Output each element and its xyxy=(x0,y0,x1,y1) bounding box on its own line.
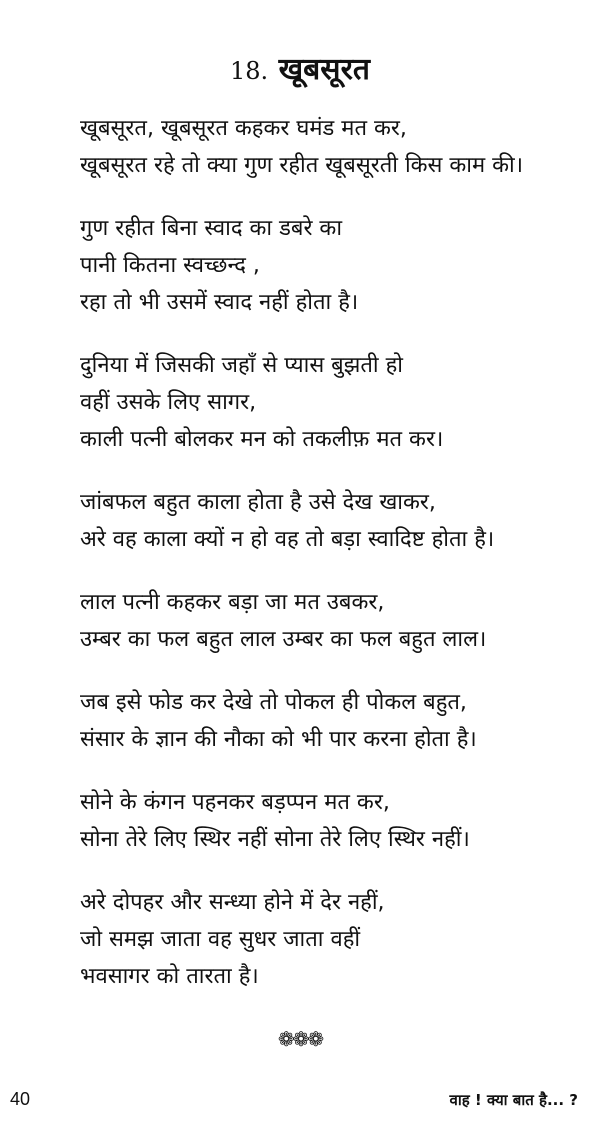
poem-number: 18. xyxy=(230,57,269,86)
poem-line: लाल पत्नी कहकर बड़ा जा मत उबकर, xyxy=(80,590,385,615)
poem-line: उम्बर का फल बहुत लाल उम्बर का फल बहुत लाल। xyxy=(80,627,487,652)
poem-line: पानी कितना स्वच्छन्द , xyxy=(80,253,260,278)
flower-ornament-icon: ❁❁❁ xyxy=(277,1027,323,1051)
poem-line: खूबसूरत, खूबसूरत कहकर घमंड मत कर, xyxy=(80,116,407,141)
poem-line: वहीं उसके लिए सागर, xyxy=(80,390,257,415)
stanza-6 xyxy=(80,684,590,758)
running-footer-title: वाह ! क्या बात है... ? xyxy=(449,1091,578,1109)
poem-line: रहा तो भी उसमें स्वाद नहीं होता है। xyxy=(80,290,359,315)
poem-line: जांबफल बहुत काला होता है उसे देख खाकर, xyxy=(80,490,436,515)
poem-line: भवसागर को तारता है। xyxy=(80,964,259,989)
poem-line: अरे वह काला क्यों न हो वह तो बड़ा स्वादिष्ट होता है। xyxy=(80,527,495,552)
poem-line: सोना तेरे लिए स्थिर नहीं सोना तेरे लिए स्थिर नहीं। xyxy=(80,827,470,852)
stanza-7 xyxy=(80,784,590,858)
stanza-1 xyxy=(80,110,590,184)
stanza-5 xyxy=(80,584,590,658)
poem-line: संसार के ज्ञान की नौका को भी पार करना होता है। xyxy=(80,727,477,752)
poem-line: सोने के कंगन पहनकर बड़प्पन मत कर, xyxy=(80,790,390,815)
poem-line: दुनिया में जिसकी जहाँ से प्यास बुझती हो xyxy=(80,353,403,378)
poem-line: गुण रहीत बिना स्वाद का डबरे का xyxy=(80,216,343,241)
poem-line: जब इसे फोड कर देखे तो पोकल ही पोकल बहुत, xyxy=(80,690,467,715)
stanza-3 xyxy=(80,347,590,458)
poem-line: काली पत्नी बोलकर मन को तकलीफ़ मत कर। xyxy=(80,427,444,452)
page-number: 40 xyxy=(10,1089,31,1109)
poem-line: जो समझ जाता वह सुधर जाता वहीं xyxy=(80,927,361,952)
stanza-8 xyxy=(80,884,590,995)
poem-body xyxy=(80,110,590,1021)
stanza-4 xyxy=(80,484,590,558)
poem-line: अरे दोपहर और सन्ध्या होने में देर नहीं, xyxy=(80,890,385,915)
poem-title xyxy=(0,50,600,91)
poem-title-text: खूबसूरत xyxy=(278,52,370,88)
stanza-2 xyxy=(80,210,590,321)
poem-line: खूबसूरत रहे तो क्या गुण रहीत खूबसूरती किस काम की। xyxy=(80,153,524,178)
